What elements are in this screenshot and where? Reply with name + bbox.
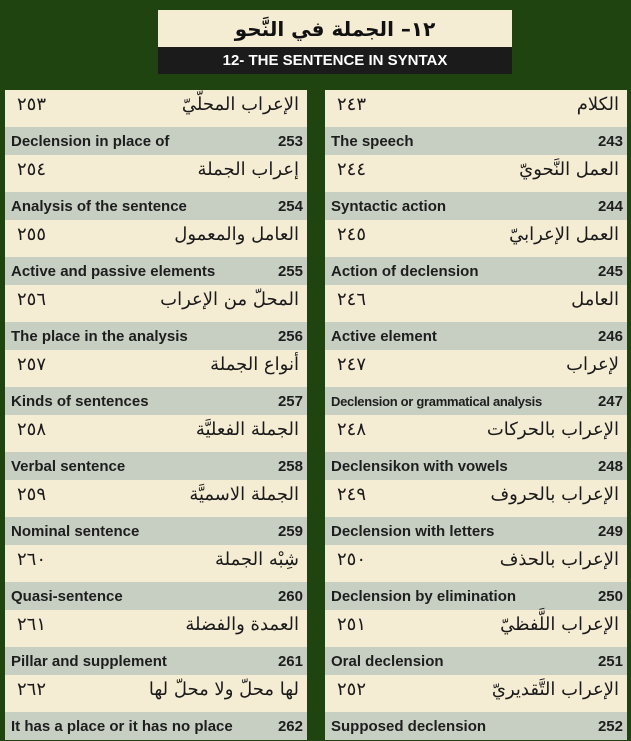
arabic-row: [325, 220, 627, 257]
vocab-entry: [325, 350, 627, 415]
vocab-entry: [325, 480, 627, 545]
arabic-number: ٢٥٩: [17, 484, 47, 505]
english-term: Kinds of sentences: [11, 393, 149, 410]
arabic-term: شِبْه الجملة: [214, 549, 299, 570]
english-row: [5, 192, 307, 220]
arabic-term: الإعراب اللَّفظيّ: [500, 614, 619, 635]
arabic-row: [325, 610, 627, 647]
arabic-number: ٢٦٠: [17, 549, 47, 570]
vocab-entry: [5, 415, 307, 480]
arabic-number: ٢٤٩: [337, 484, 367, 505]
arabic-term: الإعراب بالحركات: [486, 419, 619, 440]
arabic-row: [5, 220, 307, 257]
vocab-entry: [5, 350, 307, 415]
english-row: [325, 647, 627, 675]
left-column: [5, 90, 307, 740]
english-row: [5, 127, 307, 155]
arabic-row: [325, 285, 627, 322]
arabic-term: لها محلّ ولا محلّ لها: [148, 679, 299, 700]
entry-number: 255: [277, 263, 303, 280]
english-term: Pillar and supplement: [11, 653, 167, 670]
vocab-entry: [325, 610, 627, 675]
english-term: The speech: [331, 133, 414, 150]
arabic-row: [325, 675, 627, 712]
english-row: [325, 127, 627, 155]
english-row: [5, 387, 307, 415]
arabic-number: ٢٥٢: [337, 679, 367, 700]
english-term: Analysis of the sentence: [11, 198, 187, 215]
arabic-term: المحلّ من الإعراب: [160, 289, 299, 310]
arabic-row: [325, 415, 627, 452]
arabic-number: ٢٥٦: [17, 289, 47, 310]
arabic-row: [5, 155, 307, 192]
vocab-entry: [325, 285, 627, 350]
english-row: [325, 712, 627, 740]
english-term: Declensikon with vowels: [331, 458, 508, 475]
english-term: Nominal sentence: [11, 523, 140, 540]
entry-number: 261: [277, 653, 303, 670]
arabic-number: ٢٦٢: [17, 679, 47, 700]
arabic-term: العامل والمعمول: [174, 224, 299, 245]
arabic-term: أنواع الجملة: [210, 354, 299, 375]
entry-number: 253: [277, 133, 303, 150]
entry-number: 257: [277, 393, 303, 410]
entry-number: 244: [597, 198, 623, 215]
arabic-term: العامل: [571, 289, 619, 310]
english-term: Declension by elimination: [331, 588, 517, 605]
arabic-term: الإعراب المحلّيّ: [181, 94, 299, 115]
english-term: Declension in place of: [11, 133, 170, 150]
arabic-row: [5, 415, 307, 452]
arabic-term: الإعراب بالحذف: [499, 549, 619, 570]
arabic-term: لإعراب: [566, 354, 619, 375]
english-term: Quasi-sentence: [11, 588, 123, 605]
arabic-term: الكلام: [576, 94, 619, 115]
english-row: [5, 257, 307, 285]
english-row: [5, 582, 307, 610]
english-row: [325, 192, 627, 220]
english-row: [5, 517, 307, 545]
arabic-row: [5, 610, 307, 647]
vocab-entry: [325, 545, 627, 610]
arabic-number: ٢٥٤: [17, 159, 47, 180]
arabic-term: الإعراب التَّقديريّ: [491, 679, 619, 700]
arabic-number: ٢٤٤: [337, 159, 367, 180]
vocab-entry: [325, 220, 627, 285]
entry-number: 249: [597, 523, 623, 540]
vocab-entry: [325, 155, 627, 220]
entry-number: 256: [277, 328, 303, 345]
entry-number: 258: [277, 458, 303, 475]
arabic-number: ٢٤٥: [337, 224, 367, 245]
vocab-entry: [325, 90, 627, 155]
arabic-number: ٢٥٧: [17, 354, 47, 375]
english-term: Active element: [331, 328, 437, 345]
entry-number: 243: [597, 133, 623, 150]
arabic-row: [5, 675, 307, 712]
entry-number: 252: [597, 718, 623, 735]
entry-number: 259: [277, 523, 303, 540]
english-row: [325, 322, 627, 350]
entry-number: 254: [277, 198, 303, 215]
arabic-row: [325, 350, 627, 387]
arabic-row: [5, 90, 307, 127]
english-term: Syntactic action: [331, 198, 447, 215]
english-term: Supposed declension: [331, 718, 487, 735]
english-row: [325, 387, 627, 415]
vocab-entry: [5, 155, 307, 220]
arabic-row: [325, 155, 627, 192]
arabic-number: ٢٤٦: [337, 289, 367, 310]
arabic-term: الجملة الاسميَّة: [189, 484, 299, 505]
arabic-number: ٢٥٠: [337, 549, 367, 570]
english-term: The place in the analysis: [11, 328, 188, 345]
english-row: [325, 257, 627, 285]
entry-number: 262: [277, 718, 303, 735]
arabic-term: العمدة والفضلة: [185, 614, 299, 635]
section-header: [158, 10, 512, 74]
arabic-number: ٢٥١: [337, 614, 367, 635]
vocab-entry: [325, 415, 627, 480]
arabic-row: [325, 90, 627, 127]
arabic-row: [5, 285, 307, 322]
vocab-entry: [5, 545, 307, 610]
english-term: Action of declension: [331, 263, 479, 280]
arabic-number: ٢٤٨: [337, 419, 367, 440]
vocab-entry: [5, 610, 307, 675]
arabic-number: ٢٥٨: [17, 419, 47, 440]
entry-number: 251: [597, 653, 623, 670]
vocab-entry: [5, 90, 307, 155]
entry-number: 250: [597, 588, 623, 605]
english-term: Declension or grammatical analysis: [331, 394, 542, 409]
arabic-term: الجملة الفعليَّة: [195, 419, 299, 440]
arabic-term: الإعراب بالحروف: [490, 484, 619, 505]
arabic-row: [5, 545, 307, 582]
arabic-row: [5, 480, 307, 517]
arabic-number: ٢٥٣: [17, 94, 47, 115]
english-term: Declension with letters: [331, 523, 495, 540]
arabic-number: ٢٤٣: [337, 94, 367, 115]
vocab-entry: [325, 675, 627, 740]
english-row: [325, 452, 627, 480]
arabic-term: إعراب الجملة: [197, 159, 299, 180]
english-term: Active and passive elements: [11, 263, 216, 280]
entry-number: 248: [597, 458, 623, 475]
arabic-row: [5, 350, 307, 387]
english-section-title: 12- THE SENTENCE IN SYNTAX: [158, 47, 512, 74]
english-term: Oral declension: [331, 653, 444, 670]
arabic-number: ٢٤٧: [337, 354, 367, 375]
arabic-row: [325, 480, 627, 517]
arabic-term: العمل الإعرابيّ: [509, 224, 619, 245]
vocab-entry: [5, 675, 307, 740]
vocab-entry: [5, 480, 307, 545]
english-row: [325, 517, 627, 545]
english-row: [5, 452, 307, 480]
arabic-term: العمل النَّحويّ: [519, 159, 619, 180]
english-row: [325, 582, 627, 610]
english-term: Verbal sentence: [11, 458, 126, 475]
vocab-entry: [5, 285, 307, 350]
english-row: [5, 712, 307, 740]
entry-number: 246: [597, 328, 623, 345]
arabic-section-title: ١٢– الجملة في النَّحو: [158, 10, 512, 47]
english-term: It has a place or it has no place: [11, 718, 233, 735]
vocab-entry: [5, 220, 307, 285]
english-row: [5, 322, 307, 350]
arabic-row: [325, 545, 627, 582]
entry-number: 260: [277, 588, 303, 605]
right-column: [325, 90, 627, 740]
arabic-number: ٢٦١: [17, 614, 47, 635]
entry-number: 245: [597, 263, 623, 280]
arabic-number: ٢٥٥: [17, 224, 47, 245]
entry-number: 247: [597, 393, 623, 410]
english-row: [5, 647, 307, 675]
